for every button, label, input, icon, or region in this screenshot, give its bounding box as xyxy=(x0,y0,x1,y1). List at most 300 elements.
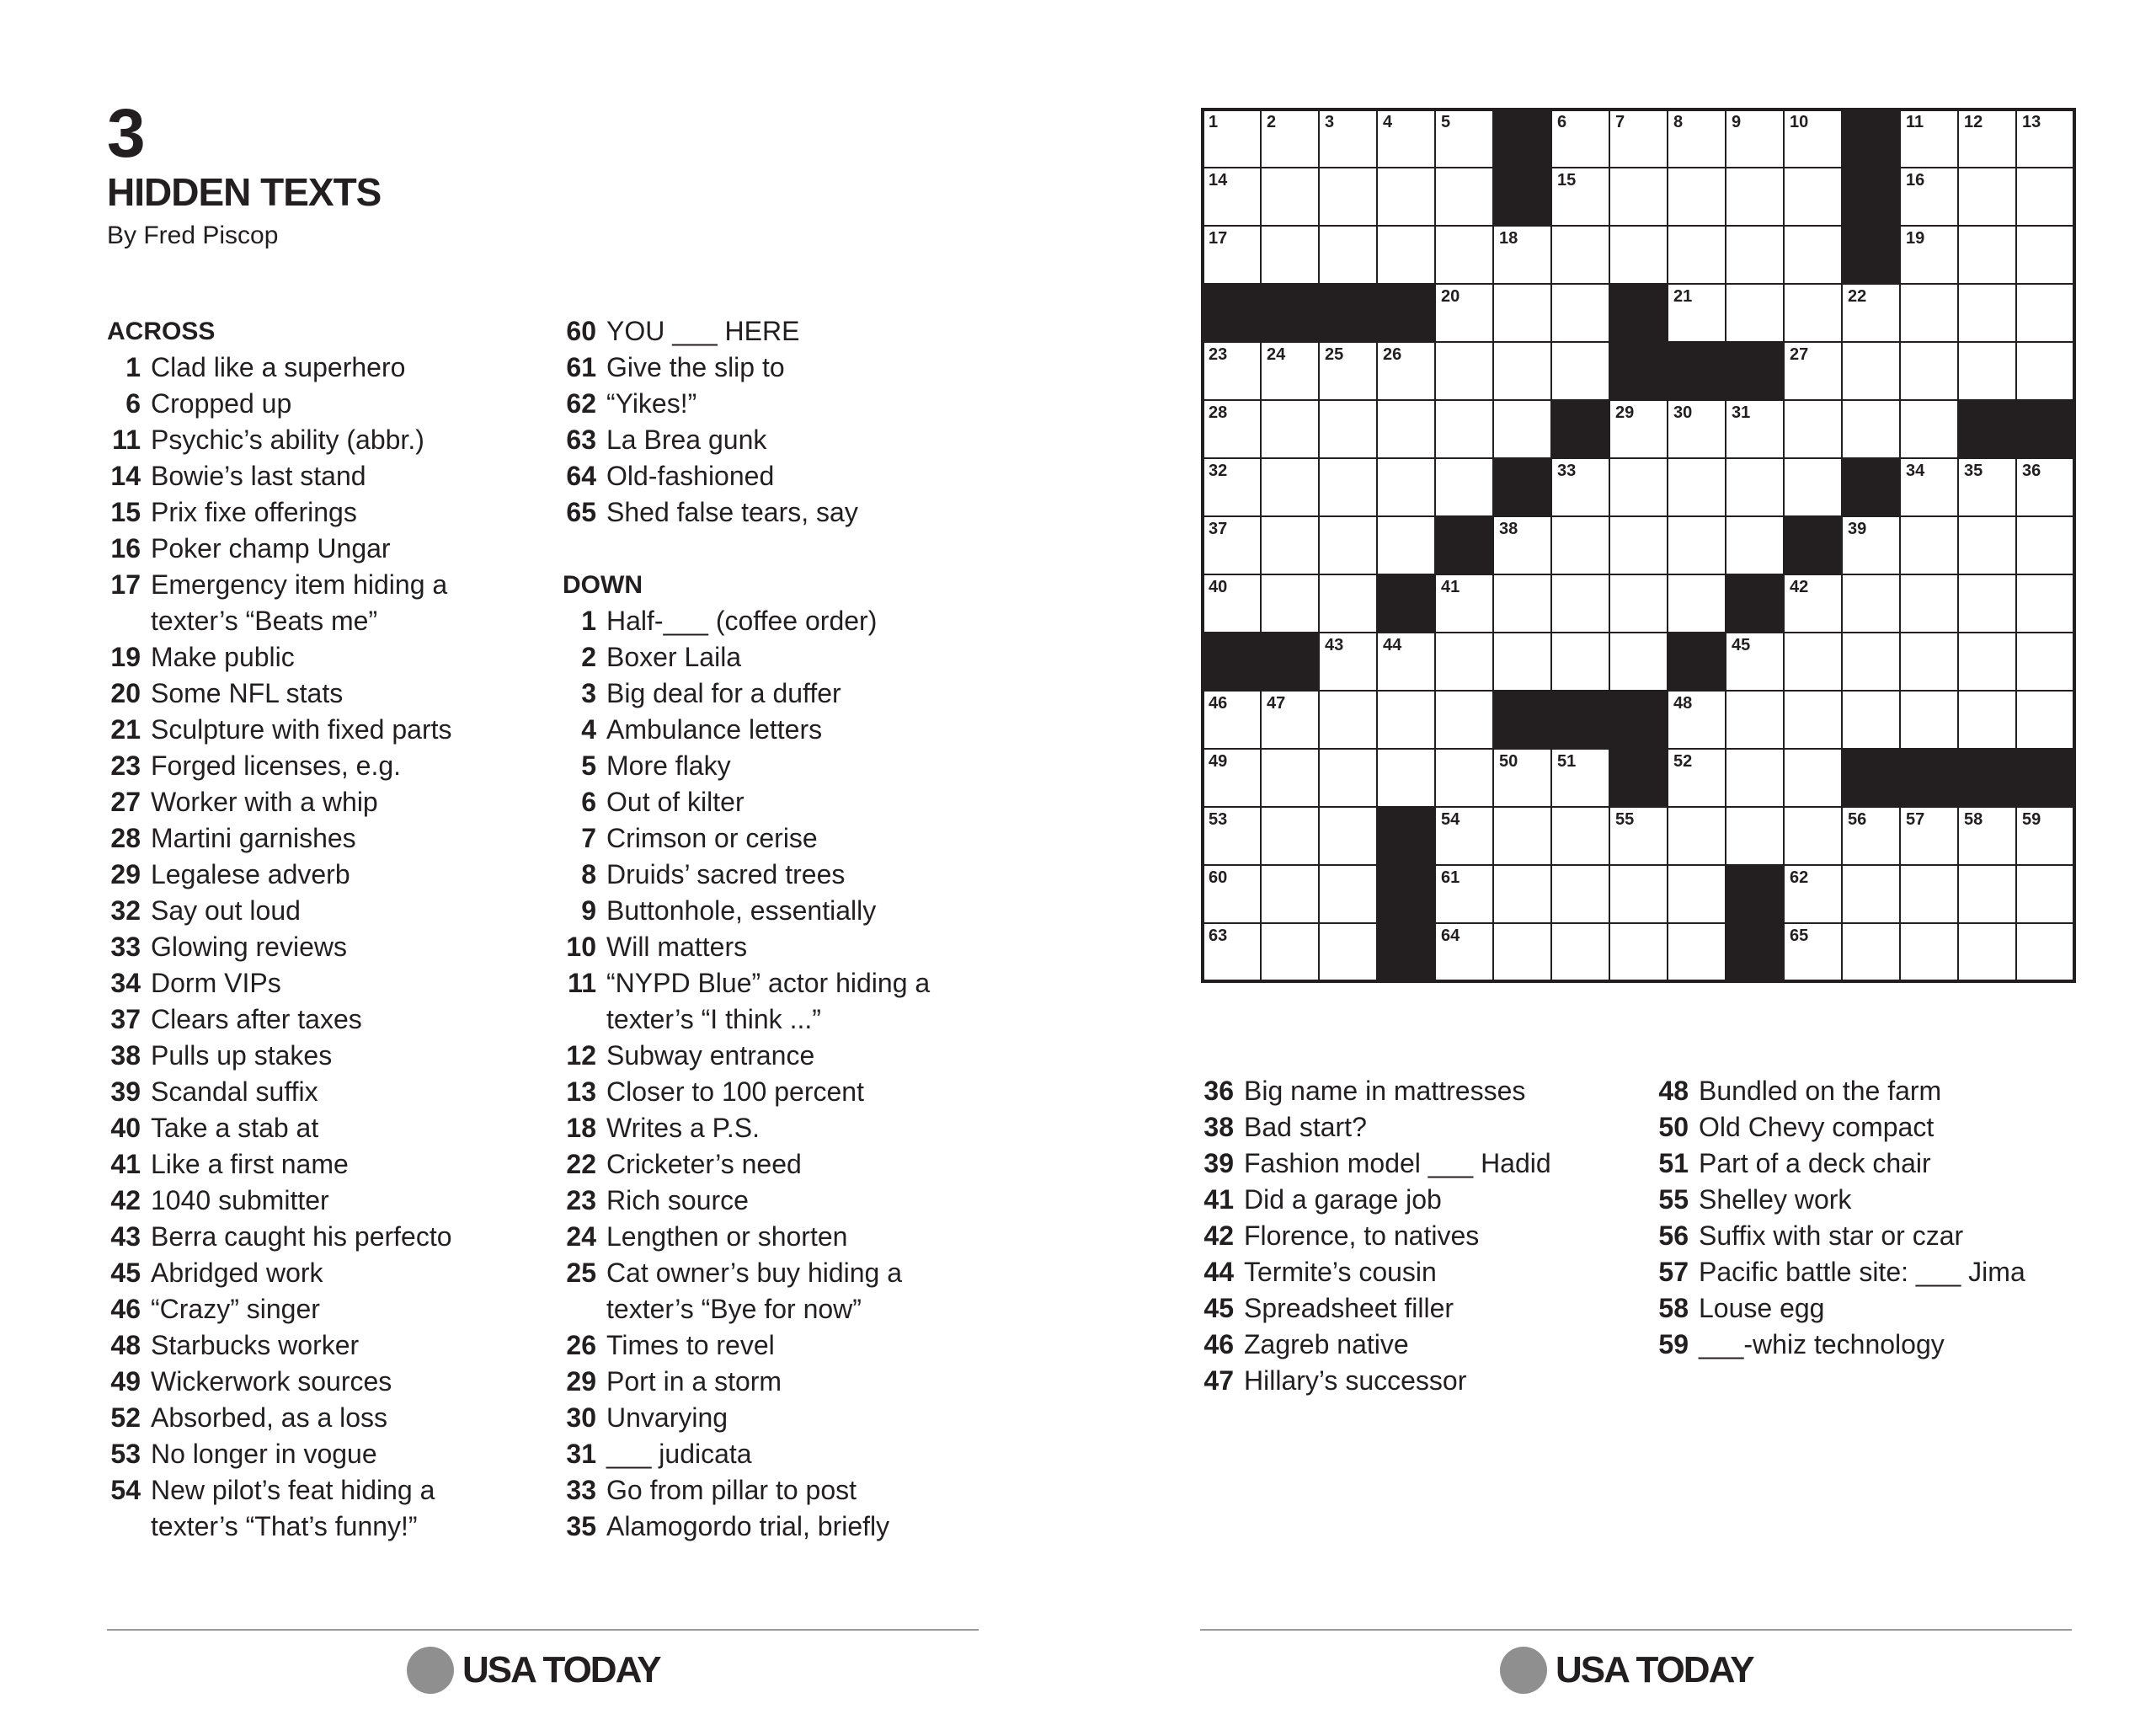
grid-cell[interactable] xyxy=(1609,226,1668,284)
clue-text: New pilot’s feat hiding a texter’s “That’s funny!” xyxy=(151,1475,435,1541)
grid-number: 63 xyxy=(1209,927,1228,945)
grid-number: 5 xyxy=(1441,113,1451,131)
grid-block xyxy=(1958,749,2016,807)
grid-cell[interactable] xyxy=(1668,807,1726,865)
grid-block xyxy=(1319,284,1377,342)
clue-text: Clears after taxes xyxy=(151,1004,362,1034)
clue-number: 6 xyxy=(581,787,596,817)
clue-text: Bowie’s last stand xyxy=(151,461,366,491)
grid-number: 21 xyxy=(1673,287,1693,306)
grid-cell[interactable] xyxy=(1784,226,1842,284)
clue-text: Shed false tears, say xyxy=(606,497,858,527)
grid-number: 27 xyxy=(1790,345,1809,364)
grid-cell[interactable] xyxy=(1668,226,1726,284)
grid-cell[interactable] xyxy=(1609,865,1668,923)
grid-number: 54 xyxy=(1441,810,1460,829)
grid-cell[interactable] xyxy=(1319,865,1377,923)
logo-circle-icon xyxy=(407,1647,454,1694)
clue-text: Boxer Laila xyxy=(606,642,742,672)
grid-number: 60 xyxy=(1209,868,1228,887)
grid-cell[interactable] xyxy=(1493,807,1551,865)
clue-number: 19 xyxy=(110,642,141,672)
clue-text: ___-whiz technology xyxy=(1699,1329,1945,1359)
grid-number: 64 xyxy=(1441,927,1460,945)
clue-text: No longer in vogue xyxy=(151,1439,377,1469)
grid-block xyxy=(1609,284,1668,342)
grid-cell[interactable] xyxy=(1261,807,1319,865)
clue-text: Half-___ (coffee order) xyxy=(606,606,878,636)
clue-number: 36 xyxy=(1203,1076,1234,1106)
clue-number: 23 xyxy=(566,1185,596,1215)
grid-number: 40 xyxy=(1209,578,1228,596)
grid-block xyxy=(1435,516,1493,574)
grid-number: 19 xyxy=(1906,229,1925,248)
grid-block xyxy=(1609,749,1668,807)
grid-cell[interactable] xyxy=(1900,865,1958,923)
grid-block xyxy=(1377,284,1435,342)
clue-text: Pulls up stakes xyxy=(151,1040,333,1071)
grid-block xyxy=(2016,749,2074,807)
grid-cell[interactable] xyxy=(1261,923,1319,981)
clue-text: Old-fashioned xyxy=(606,461,775,491)
grid-cell[interactable] xyxy=(1261,749,1319,807)
clue-text: Scandal suffix xyxy=(151,1076,318,1107)
grid-block xyxy=(1900,749,1958,807)
grid-cell[interactable] xyxy=(1551,226,1609,284)
grid-block xyxy=(1842,749,1900,807)
clue-number: 39 xyxy=(110,1076,141,1107)
grid-cell[interactable] xyxy=(1784,807,1842,865)
grid-number: 11 xyxy=(1906,113,1924,131)
clue-number: 45 xyxy=(110,1258,141,1288)
grid-number: 34 xyxy=(1906,462,1925,480)
clue-text: Bundled on the farm xyxy=(1699,1076,1942,1106)
grid-cell[interactable] xyxy=(1900,633,1958,691)
clue-number: 59 xyxy=(1658,1329,1689,1359)
grid-number: 48 xyxy=(1673,694,1693,713)
grid-cell[interactable] xyxy=(1958,865,2016,923)
grid-cell[interactable] xyxy=(1668,865,1726,923)
clue-number: 48 xyxy=(110,1330,141,1360)
grid-cell[interactable] xyxy=(1435,400,1493,458)
grid-cell[interactable] xyxy=(1958,691,2016,749)
grid-cell[interactable] xyxy=(1551,923,1609,981)
grid-cell[interactable] xyxy=(1261,865,1319,923)
grid-cell[interactable] xyxy=(1668,168,1726,226)
clue-number: 20 xyxy=(110,678,141,708)
clue-text: Big name in mattresses xyxy=(1244,1076,1526,1106)
grid-cell[interactable] xyxy=(1261,168,1319,226)
grid-cell[interactable] xyxy=(1551,284,1609,342)
clue-text: ___ judicata xyxy=(606,1439,752,1469)
usa-today-logo-left xyxy=(407,1645,660,1696)
clue-text: Like a first name xyxy=(151,1149,349,1179)
grid-cell[interactable] xyxy=(1435,458,1493,516)
grid-cell[interactable] xyxy=(1551,633,1609,691)
grid-cell[interactable] xyxy=(1668,574,1726,633)
clue-number: 1 xyxy=(125,352,141,382)
grid-cell[interactable] xyxy=(1784,284,1842,342)
grid-cell[interactable] xyxy=(1900,400,1958,458)
puzzle-byline: By Fred Piscop xyxy=(107,222,279,249)
grid-cell[interactable] xyxy=(1435,226,1493,284)
grid-cell[interactable] xyxy=(1319,807,1377,865)
grid-cell[interactable] xyxy=(1551,574,1609,633)
grid-cell[interactable] xyxy=(2016,168,2074,226)
grid-cell[interactable] xyxy=(1319,691,1377,749)
grid-block xyxy=(1609,342,1668,400)
grid-block xyxy=(1726,865,1784,923)
grid-cell[interactable] xyxy=(1319,923,1377,981)
grid-cell[interactable] xyxy=(1319,226,1377,284)
grid-cell[interactable] xyxy=(1668,458,1726,516)
clue-text: Berra caught his perfecto xyxy=(151,1221,452,1252)
grid-number: 29 xyxy=(1615,403,1635,422)
grid-number: 14 xyxy=(1209,171,1228,190)
grid-cell[interactable] xyxy=(1377,400,1435,458)
grid-cell[interactable] xyxy=(1261,400,1319,458)
grid-cell[interactable] xyxy=(1900,284,1958,342)
clue-text: Give the slip to xyxy=(606,352,785,382)
grid-cell[interactable] xyxy=(2016,865,2074,923)
grid-cell[interactable] xyxy=(1377,168,1435,226)
clue-text: Psychic’s ability (abbr.) xyxy=(151,425,424,455)
grid-cell[interactable] xyxy=(1551,342,1609,400)
clue-text: Fashion model ___ Hadid xyxy=(1244,1148,1551,1178)
grid-cell[interactable] xyxy=(2016,226,2074,284)
grid-block xyxy=(1493,458,1551,516)
grid-cell[interactable] xyxy=(1668,923,1726,981)
clue-number: 38 xyxy=(110,1040,141,1071)
grid-number: 24 xyxy=(1267,345,1286,364)
clue-number: 32 xyxy=(110,895,141,926)
grid-cell[interactable] xyxy=(1842,574,1900,633)
clue-text: Pacific battle site: ___ Jima xyxy=(1699,1257,2025,1287)
clue-number: 33 xyxy=(110,932,141,962)
grid-cell[interactable] xyxy=(1319,168,1377,226)
grid-number: 10 xyxy=(1790,113,1809,131)
grid-cell[interactable] xyxy=(1784,633,1842,691)
grid-number: 51 xyxy=(1557,752,1577,771)
grid-block xyxy=(1609,691,1668,749)
grid-number: 9 xyxy=(1732,113,1742,131)
grid-cell[interactable] xyxy=(1609,574,1668,633)
grid-cell[interactable] xyxy=(1609,458,1668,516)
grid-number: 30 xyxy=(1673,403,1693,422)
grid-cell[interactable] xyxy=(1726,516,1784,574)
grid-cell[interactable] xyxy=(1958,284,2016,342)
grid-block xyxy=(1377,865,1435,923)
clue-text: Poker champ Ungar xyxy=(151,533,391,563)
clue-number: 46 xyxy=(1203,1329,1234,1359)
clue-text: Legalese adverb xyxy=(151,859,350,889)
grid-number: 50 xyxy=(1499,752,1518,771)
logo-wordmark: USA TODAY xyxy=(462,1649,660,1690)
grid-cell[interactable] xyxy=(1784,400,1842,458)
clue-number: 22 xyxy=(566,1149,596,1179)
grid-cell[interactable] xyxy=(1842,633,1900,691)
clue-number: 51 xyxy=(1658,1148,1689,1178)
grid-cell[interactable] xyxy=(1319,400,1377,458)
clue-text: Some NFL stats xyxy=(151,678,344,708)
grid-cell[interactable] xyxy=(1842,342,1900,400)
grid-cell[interactable] xyxy=(1900,691,1958,749)
grid-cell[interactable] xyxy=(1668,516,1726,574)
grid-number: 1 xyxy=(1209,113,1219,131)
grid-number: 58 xyxy=(1964,810,1983,829)
grid-block xyxy=(1203,633,1261,691)
clue-number: 42 xyxy=(1203,1220,1234,1251)
grid-cell[interactable] xyxy=(1842,865,1900,923)
grid-cell[interactable] xyxy=(1958,516,2016,574)
clue-text: Zagreb native xyxy=(1244,1329,1409,1359)
clue-number: 3 xyxy=(581,678,596,708)
grid-cell[interactable] xyxy=(1493,633,1551,691)
clue-text: Hillary’s successor xyxy=(1244,1365,1467,1396)
grid-block xyxy=(1842,109,1900,168)
grid-number: 61 xyxy=(1441,868,1460,887)
clue-number: 8 xyxy=(581,859,596,889)
grid-number: 16 xyxy=(1906,171,1925,190)
clue-text: Worker with a whip xyxy=(151,787,378,817)
grid-cell[interactable] xyxy=(1842,400,1900,458)
grid-number: 52 xyxy=(1673,752,1693,771)
grid-cell[interactable] xyxy=(1958,574,2016,633)
clue-number: 25 xyxy=(566,1258,596,1288)
grid-block xyxy=(1493,691,1551,749)
clue-text: Take a stab at xyxy=(151,1113,319,1143)
puzzle-number: 3 xyxy=(107,95,146,172)
clue-text: Out of kilter xyxy=(606,787,744,817)
clue-text: Alamogordo trial, briefly xyxy=(606,1511,890,1541)
grid-block xyxy=(1551,400,1609,458)
grid-cell[interactable] xyxy=(1493,574,1551,633)
grid-cell[interactable] xyxy=(1609,168,1668,226)
clue-text: Martini garnishes xyxy=(151,823,356,853)
grid-cell[interactable] xyxy=(1958,342,2016,400)
grid-number: 46 xyxy=(1209,694,1228,713)
grid-cell[interactable] xyxy=(1261,226,1319,284)
grid-number: 8 xyxy=(1673,113,1684,131)
grid-block xyxy=(1784,516,1842,574)
clue-number: 2 xyxy=(581,642,596,672)
clue-number: 42 xyxy=(110,1185,141,1215)
grid-number: 20 xyxy=(1441,287,1460,306)
clue-number: 50 xyxy=(1658,1112,1689,1142)
grid-number: 26 xyxy=(1383,345,1402,364)
grid-block xyxy=(1958,400,2016,458)
clue-number: 28 xyxy=(110,823,141,853)
grid-cell[interactable] xyxy=(2016,516,2074,574)
clue-text: Part of a deck chair xyxy=(1699,1148,1931,1178)
grid-number: 23 xyxy=(1209,345,1228,364)
grid-cell[interactable] xyxy=(1319,749,1377,807)
clue-text: More flaky xyxy=(606,750,731,781)
grid-block xyxy=(1726,342,1784,400)
grid-cell[interactable] xyxy=(1609,633,1668,691)
clue-number: 54 xyxy=(110,1475,141,1505)
grid-cell[interactable] xyxy=(1377,226,1435,284)
grid-block xyxy=(1842,226,1900,284)
grid-cell[interactable] xyxy=(1900,516,1958,574)
grid-cell[interactable] xyxy=(1493,923,1551,981)
clue-number: 62 xyxy=(566,388,596,419)
grid-cell[interactable] xyxy=(1726,284,1784,342)
grid-number: 33 xyxy=(1557,462,1577,480)
grid-cell[interactable] xyxy=(1958,633,2016,691)
clue-number: 24 xyxy=(566,1221,596,1252)
clue-number: 61 xyxy=(566,352,596,382)
clue-number: 40 xyxy=(110,1113,141,1143)
grid-block xyxy=(1493,168,1551,226)
grid-cell[interactable] xyxy=(1726,691,1784,749)
grid-cell[interactable] xyxy=(1377,691,1435,749)
grid-cell[interactable] xyxy=(1319,458,1377,516)
grid-number: 44 xyxy=(1383,636,1402,654)
grid-cell[interactable] xyxy=(1726,458,1784,516)
clue-text: Times to revel xyxy=(606,1330,775,1360)
grid-cell[interactable] xyxy=(1435,691,1493,749)
clue-text: Clad like a superhero xyxy=(151,352,406,382)
clue-number: 6 xyxy=(125,388,141,419)
grid-cell[interactable] xyxy=(2016,923,2074,981)
grid-cell[interactable] xyxy=(1435,633,1493,691)
grid-cell[interactable] xyxy=(2016,284,2074,342)
clue-number: 48 xyxy=(1658,1076,1689,1106)
grid-cell[interactable] xyxy=(1261,458,1319,516)
grid-cell[interactable] xyxy=(1958,923,2016,981)
clue-number: 14 xyxy=(110,461,141,491)
clue-number: 33 xyxy=(566,1475,596,1505)
grid-number: 6 xyxy=(1557,113,1567,131)
grid-number: 31 xyxy=(1732,403,1751,422)
clue-number: 41 xyxy=(1203,1184,1234,1215)
clue-text: Big deal for a duffer xyxy=(606,678,841,708)
grid-cell[interactable] xyxy=(1435,749,1493,807)
grid-number: 35 xyxy=(1964,462,1983,480)
grid-number: 59 xyxy=(2022,810,2041,829)
grid-cell[interactable] xyxy=(2016,691,2074,749)
clue-text: Louse egg xyxy=(1699,1293,1825,1323)
grid-number: 65 xyxy=(1790,927,1809,945)
clue-number: 49 xyxy=(110,1366,141,1397)
clue-text: La Brea gunk xyxy=(606,425,767,455)
grid-cell[interactable] xyxy=(1261,516,1319,574)
clue-number: 30 xyxy=(566,1402,596,1433)
grid-block xyxy=(1842,168,1900,226)
grid-cell[interactable] xyxy=(2016,342,2074,400)
grid-cell[interactable] xyxy=(1842,691,1900,749)
grid-number: 15 xyxy=(1557,171,1577,190)
grid-cell[interactable] xyxy=(1493,342,1551,400)
grid-cell[interactable] xyxy=(1784,749,1842,807)
grid-cell[interactable] xyxy=(1377,458,1435,516)
grid-cell[interactable] xyxy=(1900,342,1958,400)
clue-number: 5 xyxy=(581,750,596,781)
grid-cell[interactable] xyxy=(1784,691,1842,749)
grid-number: 13 xyxy=(2022,113,2041,131)
clue-number: 39 xyxy=(1203,1148,1234,1178)
clue-text: Starbucks worker xyxy=(151,1330,360,1360)
clue-number: 47 xyxy=(1203,1365,1234,1396)
grid-cell[interactable] xyxy=(1493,284,1551,342)
clue-text: Say out loud xyxy=(151,895,301,926)
clue-number: 63 xyxy=(566,425,596,455)
grid-cell[interactable] xyxy=(1842,923,1900,981)
clue-text: Did a garage job xyxy=(1244,1184,1442,1215)
grid-block xyxy=(1726,574,1784,633)
grid-cell[interactable] xyxy=(1726,168,1784,226)
grid-cell[interactable] xyxy=(1493,400,1551,458)
grid-cell[interactable] xyxy=(1958,226,2016,284)
grid-cell[interactable] xyxy=(1319,574,1377,633)
clue-text: Unvarying xyxy=(606,1402,728,1433)
clue-text: Lengthen or shorten xyxy=(606,1221,848,1252)
grid-cell[interactable] xyxy=(1551,807,1609,865)
clue-number: 1 xyxy=(581,606,596,636)
grid-cell[interactable] xyxy=(1377,516,1435,574)
clue-number: 29 xyxy=(110,859,141,889)
grid-cell[interactable] xyxy=(1958,168,2016,226)
clue-text: Prix fixe offerings xyxy=(151,497,357,527)
clue-number: 31 xyxy=(566,1439,596,1469)
grid-cell[interactable] xyxy=(1319,516,1377,574)
clue-text: Crimson or cerise xyxy=(606,823,818,853)
grid-number: 18 xyxy=(1499,229,1518,248)
grid-cell[interactable] xyxy=(1726,807,1784,865)
grid-block xyxy=(1668,342,1726,400)
grid-cell[interactable] xyxy=(1900,574,1958,633)
grid-number: 32 xyxy=(1209,462,1228,480)
clue-number: 11 xyxy=(568,968,596,998)
clue-text: Make public xyxy=(151,642,295,672)
grid-cell[interactable] xyxy=(2016,574,2074,633)
grid-number: 22 xyxy=(1848,287,1867,306)
grid-block xyxy=(1377,923,1435,981)
clue-text: Druids’ sacred trees xyxy=(606,859,846,889)
clue-number: 64 xyxy=(566,461,596,491)
grid-cell[interactable] xyxy=(1435,168,1493,226)
clue-number: 15 xyxy=(110,497,141,527)
grid-cell[interactable] xyxy=(1551,516,1609,574)
grid-cell[interactable] xyxy=(1551,865,1609,923)
grid-cell[interactable] xyxy=(1261,574,1319,633)
grid-cell[interactable] xyxy=(1435,342,1493,400)
grid-cell[interactable] xyxy=(1784,458,1842,516)
clue-text: Dorm VIPs xyxy=(151,968,281,998)
grid-cell[interactable] xyxy=(1900,923,1958,981)
grid-cell[interactable] xyxy=(1609,516,1668,574)
grid-cell[interactable] xyxy=(2016,633,2074,691)
clue-number: 18 xyxy=(566,1113,596,1143)
clue-text: Spreadsheet filler xyxy=(1244,1293,1454,1323)
grid-cell[interactable] xyxy=(1784,168,1842,226)
grid-cell[interactable] xyxy=(1609,923,1668,981)
clue-text: Buttonhole, essentially xyxy=(606,895,877,926)
grid-cell[interactable] xyxy=(1493,865,1551,923)
grid-cell[interactable] xyxy=(1377,749,1435,807)
grid-block xyxy=(1842,458,1900,516)
grid-number: 39 xyxy=(1848,520,1867,538)
clue-text: Sculpture with fixed parts xyxy=(151,714,452,745)
grid-block xyxy=(1668,633,1726,691)
clue-number: 65 xyxy=(566,497,596,527)
grid-cell[interactable] xyxy=(1726,749,1784,807)
grid-cell[interactable] xyxy=(1726,226,1784,284)
grid-number: 56 xyxy=(1848,810,1867,829)
clue-text: Bad start? xyxy=(1244,1112,1367,1142)
clue-number: 4 xyxy=(581,714,596,745)
